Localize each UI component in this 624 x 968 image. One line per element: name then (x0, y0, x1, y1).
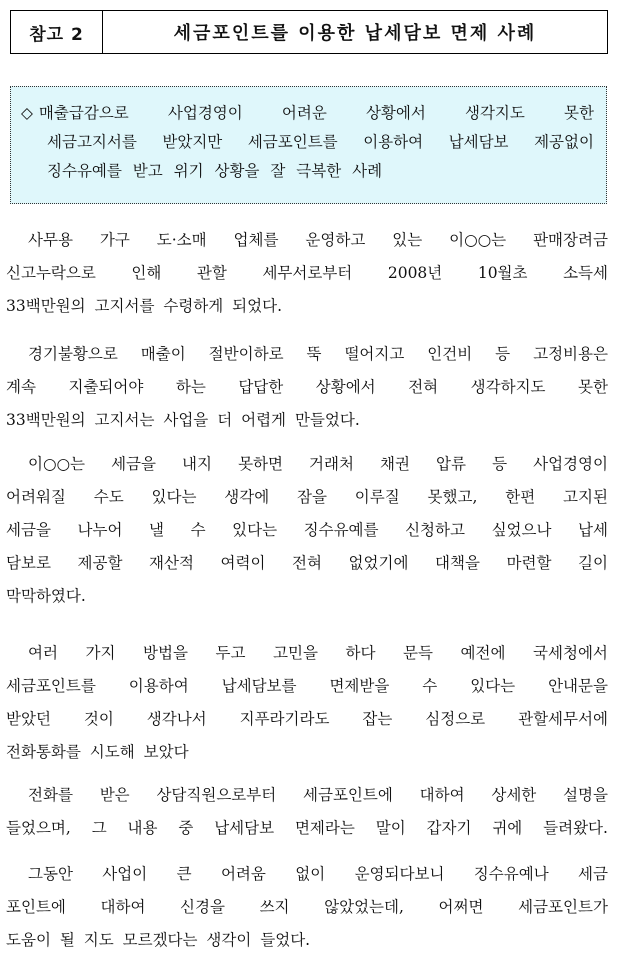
word: 방법을 (143, 644, 188, 662)
word: 관할세무서에 (518, 710, 608, 728)
word: 심정으로 (425, 710, 486, 728)
word: 못했고, (427, 488, 478, 506)
word: 납세담보 (448, 133, 509, 151)
word: 들려왔다. (543, 819, 608, 837)
word: 세무서로부터 (262, 264, 353, 282)
paragraph-line (6, 779, 608, 812)
word: 생각나서 (146, 710, 207, 728)
word: 않았었는데, (324, 898, 404, 916)
word: 여력이 (220, 554, 266, 572)
word: 운영하고 (305, 231, 366, 249)
word: 잡는 (362, 710, 393, 728)
word: 길이 (578, 554, 608, 572)
word: 세금을 (111, 455, 156, 473)
word: 못한 (564, 104, 594, 122)
diamond-bullet-icon: ◇ (21, 104, 33, 122)
word: 납세담보 (214, 819, 275, 837)
word: 하는 (175, 378, 206, 396)
paragraph (6, 637, 608, 769)
paragraph (6, 779, 608, 845)
paragraph-line (6, 858, 608, 891)
paragraph-line (6, 481, 608, 514)
summary-line (21, 99, 594, 128)
word: 세금포인트를 (247, 133, 338, 151)
word: 잠을 (297, 488, 327, 506)
paragraph (6, 338, 608, 437)
word: 담보로 (6, 554, 51, 572)
word: 없었기에 (348, 554, 409, 572)
paragraph (6, 858, 608, 957)
paragraph (6, 224, 608, 323)
word: 있다는 (470, 677, 516, 695)
word: 한편 (505, 488, 536, 506)
word: 어려운 (281, 104, 327, 122)
word: 생각에 (224, 488, 270, 506)
summary-line: 징수유예를 받고 위기 상황을 잘 극복한 사례 (47, 162, 383, 180)
word: 없이 (295, 865, 326, 883)
paragraph-line (6, 371, 608, 404)
word: 전화를 (28, 786, 73, 804)
word: 귀에 (492, 819, 523, 837)
word: 세금고지서를 (47, 133, 137, 151)
paragraph-line (6, 547, 608, 580)
word: 큰 (176, 865, 192, 883)
summary-line-text (39, 99, 594, 128)
word: 상황에서 (315, 378, 376, 396)
word: 고지된 (563, 488, 608, 506)
word: 그동안 (28, 865, 73, 883)
word: 지푸라기라도 (239, 710, 330, 728)
word: 세금포인트가 (518, 898, 608, 916)
word: 세금을 (6, 521, 51, 539)
word: 못하면 (238, 455, 283, 473)
word: 쓰지 (259, 898, 290, 916)
word: 있다는 (151, 488, 197, 506)
word: 수 (190, 521, 206, 539)
paragraph-line (6, 812, 608, 845)
document-body (6, 224, 608, 957)
paragraph-line: 33백만원의 고지서를 수령하게 되었다. (6, 297, 283, 315)
word: 재산적 (149, 554, 194, 572)
word: 어쩌면 (438, 898, 484, 916)
word: 문득 (403, 644, 433, 662)
word: 채권 (380, 455, 410, 473)
paragraph (6, 448, 608, 613)
word: 있는 (392, 231, 423, 249)
word: 마련할 (506, 554, 552, 572)
word: 면제받을 (329, 677, 390, 695)
word: 이용하여 (363, 133, 424, 151)
word: 생각지도 (464, 104, 525, 122)
word: 신고누락으로 (6, 264, 96, 282)
word: 상황에서 (365, 104, 426, 122)
word: 사업경영이 (533, 455, 608, 473)
word: 등 (495, 345, 511, 363)
word: 여러 (28, 644, 58, 662)
word: 면제라는 (294, 819, 355, 837)
word: 못한 (578, 378, 608, 396)
word: 납세 (578, 521, 608, 539)
word: 등 (492, 455, 508, 473)
word: 신청하고 (405, 521, 465, 539)
paragraph-line: 막막하였다. (6, 587, 86, 605)
reference-label: 참고 2 (11, 11, 103, 53)
word: 받은 (99, 786, 130, 804)
word: 인건비 (427, 345, 473, 363)
word: 제공없이 (534, 133, 594, 151)
word: 이○○는 (28, 455, 85, 473)
word: 10월초 (477, 264, 528, 282)
paragraph-line: 도움이 될 지도 모르겠다는 생각이 들었다. (6, 931, 311, 949)
word: 중 (178, 819, 194, 837)
word: 나누어 (77, 521, 123, 539)
paragraph-line (6, 224, 608, 257)
word: 관할 (196, 264, 227, 282)
word: 그 (91, 819, 107, 837)
word: 수 (422, 677, 438, 695)
word: 절반이하로 (208, 345, 284, 363)
word: 제공할 (77, 554, 123, 572)
word: 받았지만 (162, 133, 223, 151)
word: 설명을 (563, 786, 608, 804)
paragraph-line (6, 514, 608, 547)
paragraph-line (6, 703, 608, 736)
word: 매출급감으로 (38, 104, 129, 122)
word: 이루질 (354, 488, 400, 506)
word: 2008년 (387, 264, 443, 282)
word: 매출이 (140, 345, 186, 363)
word: 내지 (182, 455, 212, 473)
word: 이용하여 (128, 677, 189, 695)
word: 판매장려금 (533, 231, 608, 249)
paragraph-line: 전화통화를 시도해 보았다 (6, 743, 189, 761)
paragraph-line (6, 448, 608, 481)
word: 낼 (149, 521, 164, 539)
word: 어려워질 (6, 488, 66, 506)
word: 지출되어야 (68, 378, 144, 396)
word: 예전에 (460, 644, 506, 662)
word: 징수유예나 (473, 865, 549, 883)
word: 뚝 (306, 345, 322, 363)
word: 두고 (215, 644, 246, 662)
paragraph-line (6, 670, 608, 703)
word: 떨어지고 (344, 345, 405, 363)
word: 대하여 (100, 898, 146, 916)
word: 세금포인트를 (6, 677, 96, 695)
word: 수도 (93, 488, 124, 506)
word: 이○○는 (449, 231, 507, 249)
word: 것이 (83, 710, 114, 728)
word: 답답한 (238, 378, 284, 396)
word: 소득세 (563, 264, 608, 282)
paragraph-line (6, 891, 608, 924)
word: 고정비용은 (533, 345, 608, 363)
word: 안내문을 (548, 677, 608, 695)
word: 하다 (345, 644, 376, 662)
word: 싶었으나 (491, 521, 552, 539)
word: 생각하지도 (470, 378, 546, 396)
reference-header (10, 10, 608, 54)
word: 받았던 (6, 710, 51, 728)
word: 어려움 (220, 865, 266, 883)
paragraph-line (6, 637, 608, 670)
word: 사업이 (102, 865, 148, 883)
word: 사무용 (28, 231, 73, 249)
word: 운영되다보니 (354, 865, 445, 883)
word: 포인트에 (6, 898, 66, 916)
word: 업체를 (233, 231, 279, 249)
word: 경기불황으로 (28, 345, 118, 363)
word: 들었으며, (6, 819, 71, 837)
summary-line (21, 128, 594, 157)
word: 말이 (375, 819, 406, 837)
word: 사업경영이 (167, 104, 243, 122)
word: 전혀 (292, 554, 322, 572)
word: 세금포인트에 (303, 786, 393, 804)
word: 징수유예를 (303, 521, 379, 539)
word: 가지 (85, 644, 116, 662)
word: 갑자기 (426, 819, 472, 837)
paragraph-line: 33백만원의 고지서는 사업을 더 어렵게 만들었다. (6, 411, 360, 429)
word: 상담직원으로부터 (156, 786, 277, 804)
word: 납세담보를 (221, 677, 297, 695)
paragraph-line (6, 257, 608, 290)
page-title: 세금포인트를 이용한 납세담보 면제 사례 (173, 23, 537, 44)
summary-box (10, 86, 607, 204)
word: 내용 (127, 819, 158, 837)
word: 국세청에서 (533, 644, 608, 662)
word: 계속 (6, 378, 36, 396)
word: 상세한 (491, 786, 537, 804)
word: 도·소매 (156, 231, 207, 249)
word: 인해 (131, 264, 162, 282)
word: 세금 (578, 865, 608, 883)
word: 거래처 (309, 455, 354, 473)
paragraph-line (6, 338, 608, 371)
word: 가구 (99, 231, 130, 249)
word: 압류 (436, 455, 466, 473)
word: 대하여 (419, 786, 465, 804)
word: 전혀 (408, 378, 439, 396)
word: 있다는 (232, 521, 278, 539)
word: 고민을 (273, 644, 318, 662)
word: 대책을 (435, 554, 480, 572)
word: 신경을 (180, 898, 225, 916)
